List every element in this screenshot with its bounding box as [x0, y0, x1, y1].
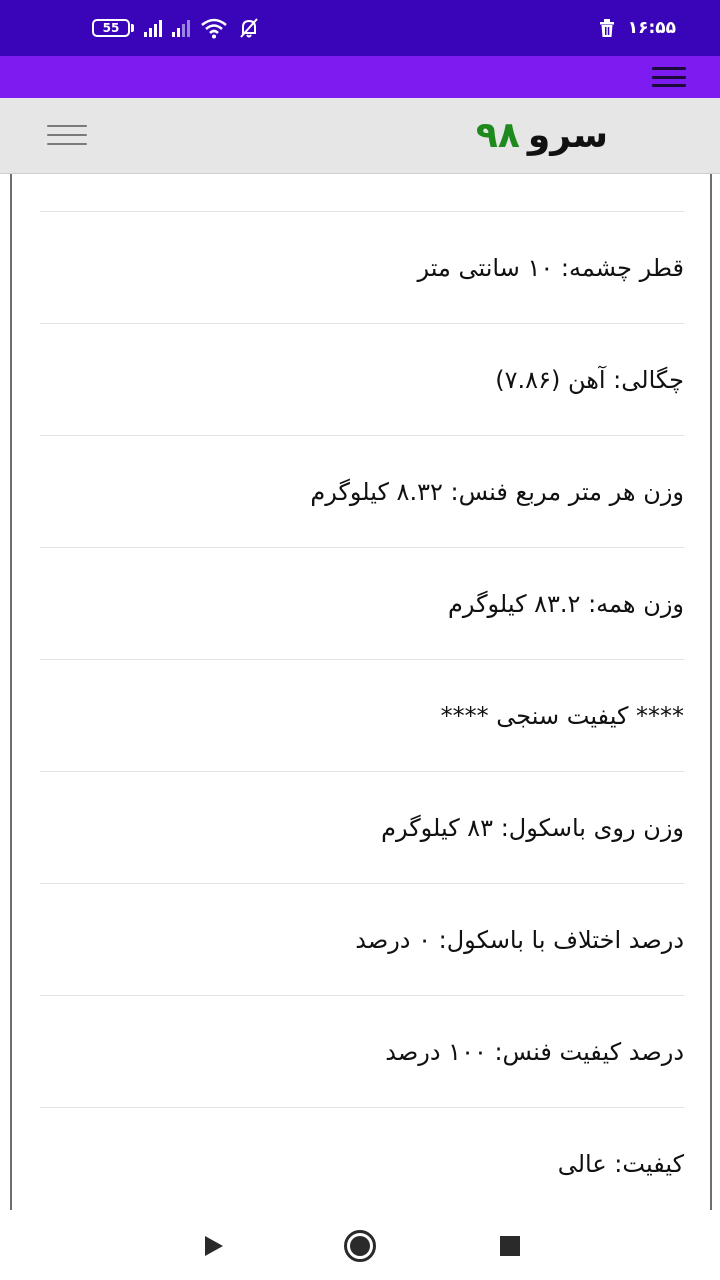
app-menu-icon[interactable] [652, 67, 686, 87]
divider [40, 174, 684, 212]
list-item [40, 324, 684, 436]
home-icon [344, 1230, 376, 1262]
list-item [40, 436, 684, 548]
logo-number: ۹۸ [475, 115, 520, 156]
list-item [40, 884, 684, 996]
signal-icon [172, 19, 190, 37]
site-logo[interactable] [476, 116, 608, 156]
bell-off-icon [238, 17, 260, 39]
status-icons-right [598, 18, 676, 38]
status-time: ۱۶:۵۵ [627, 18, 676, 38]
list-item [40, 996, 684, 1108]
site-header [0, 98, 720, 174]
status-bar [0, 0, 720, 56]
result-panel [10, 174, 712, 1210]
recents-icon [500, 1236, 520, 1256]
list-item-text: قطر چشمه: ۱۰ سانتی متر [417, 253, 684, 282]
back-icon [205, 1236, 223, 1256]
list-item [40, 212, 684, 324]
list-item-text: کیفیت: عالی [557, 1150, 684, 1178]
system-nav-bar [0, 1210, 720, 1280]
list-item-text: چگالی: آهن (۷.۸۶) [495, 365, 684, 394]
list-item-text: درصد اختلاف با باسکول: ۰ درصد [355, 925, 684, 954]
list-item-text: وزن هر متر مربع فنس: ۸.۳۲ کیلوگرم [310, 477, 684, 506]
site-menu-icon[interactable] [47, 125, 87, 145]
list-item [40, 660, 684, 772]
logo-word: سرو [527, 115, 608, 156]
status-icons-left [92, 17, 260, 39]
list-item-text: درصد کیفیت فنس: ۱۰۰ درصد [385, 1037, 684, 1066]
wifi-icon [200, 17, 228, 39]
app-bar [0, 56, 720, 98]
list-item [40, 1108, 684, 1210]
home-button[interactable] [344, 1230, 376, 1262]
list-item-text: وزن روی باسکول: ۸۳ کیلوگرم [381, 813, 684, 842]
trash-icon [598, 18, 616, 38]
signal-icon [144, 19, 162, 37]
battery-icon [92, 19, 134, 37]
list-item [40, 772, 684, 884]
list-item [40, 548, 684, 660]
result-list [40, 174, 684, 1210]
list-item-text: **** کیفیت سنجی **** [440, 701, 684, 730]
list-item-text: وزن همه: ۸۳.۲ کیلوگرم [447, 589, 684, 618]
battery-level: 55 [92, 19, 130, 37]
recents-button[interactable] [494, 1230, 526, 1262]
back-button[interactable] [198, 1230, 230, 1262]
